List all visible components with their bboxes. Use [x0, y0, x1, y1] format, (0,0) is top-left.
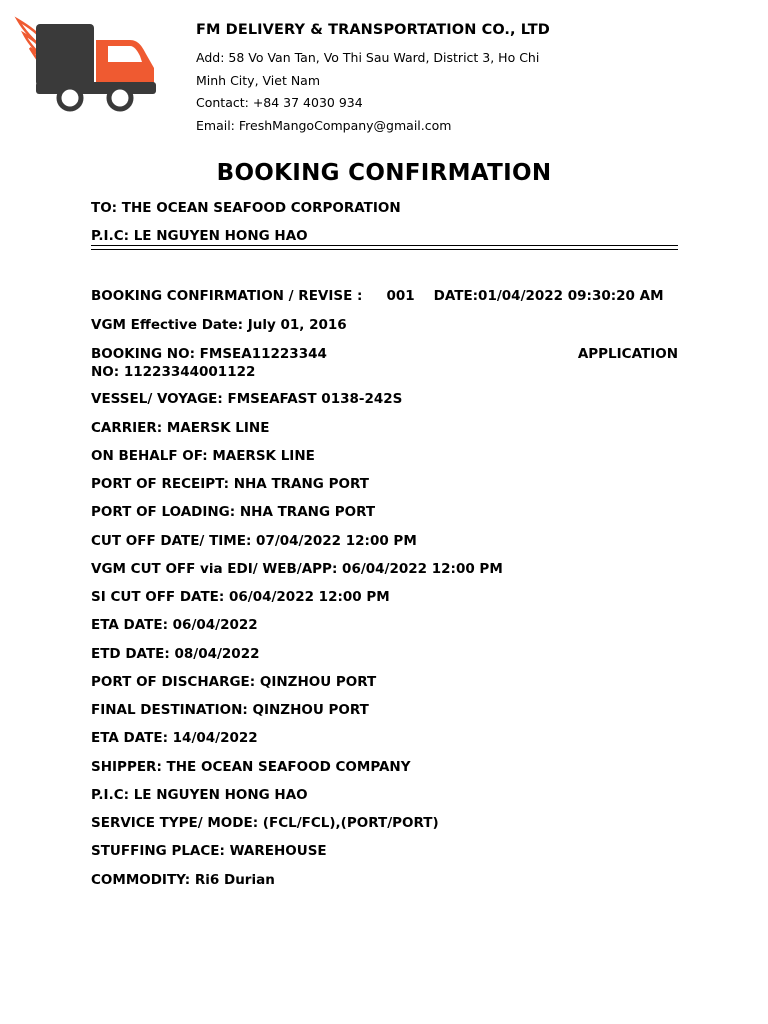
revise-label: BOOKING CONFIRMATION / REVISE : [91, 288, 363, 304]
company-contact: Contact: +84 37 4030 934 [196, 95, 363, 110]
field-eta-date: ETA DATE: 06/04/2022 [91, 617, 258, 634]
person-in-charge: P.I.C: LE NGUYEN HONG HAO [91, 228, 308, 244]
booking-number: BOOKING NO: FMSEA11223344 [91, 346, 327, 362]
field-on-behalf-of: ON BEHALF OF: MAERSK LINE [91, 447, 315, 464]
company-details [196, 47, 616, 151]
recipient: TO: THE OCEAN SEAFOOD CORPORATION [91, 200, 401, 216]
field-port-of-receipt: PORT OF RECEIPT: NHA TRANG PORT [91, 476, 369, 492]
delivery-truck-icon [14, 16, 162, 116]
revise-date: DATE:01/04/2022 09:30:20 AM [433, 288, 664, 304]
revise-number: 001 [386, 288, 415, 304]
field-cut-off-date: CUT OFF DATE/ TIME: 07/04/2022 12:00 PM [91, 532, 417, 549]
field-shipper-pic: P.I.C: LE NGUYEN HONG HAO [91, 786, 308, 803]
company-name: FM DELIVERY & TRANSPORTATION CO., LTD [196, 22, 550, 38]
divider [91, 245, 678, 246]
field-final-destination: FINAL DESTINATION: QINZHOU PORT [91, 702, 369, 718]
field-stuffing-place: STUFFING PLACE: WAREHOUSE [91, 843, 327, 860]
company-header [196, 22, 616, 151]
company-address-cont: Minh City, Viet Nam [196, 72, 321, 88]
field-si-cut-off: SI CUT OFF DATE: 06/04/2022 12:00 PM [91, 589, 390, 605]
application-label: APPLICATION [577, 346, 678, 362]
company-address: Add: 58 Vo Van Tan, Vo Thi Sau Ward, District 3, Ho Chi [196, 50, 540, 65]
divider [91, 249, 678, 250]
application-number: NO: 11223344001122 [91, 364, 256, 380]
field-port-of-loading: PORT OF LOADING: NHA TRANG PORT [91, 504, 376, 521]
company-email: Email: FreshMangoCompany@gmail.com [196, 117, 452, 133]
field-port-of-discharge: PORT OF DISCHARGE: QINZHOU PORT [91, 673, 377, 690]
revise-row [91, 288, 678, 304]
field-eta-date-final: ETA DATE: 14/04/2022 [91, 730, 258, 747]
document-title: BOOKING CONFIRMATION [216, 160, 552, 186]
field-carrier: CARRIER: MAERSK LINE [91, 419, 270, 436]
booking-block [91, 345, 678, 381]
vgm-effective-date: VGM Effective Date: July 01, 2016 [91, 317, 347, 333]
field-vgm-cut-off: VGM CUT OFF via EDI/ WEB/APP: 06/04/2022 12:00 PM [91, 560, 503, 577]
field-shipper: SHIPPER: THE OCEAN SEAFOOD COMPANY [91, 758, 411, 775]
field-vessel-voyage: VESSEL/ VOYAGE: FMSEAFAST 0138-242S [91, 391, 403, 407]
field-commodity: COMMODITY: Ri6 Durian [91, 871, 275, 888]
field-service-type: SERVICE TYPE/ MODE: (FCL/FCL),(PORT/PORT) [91, 815, 439, 831]
field-etd-date: ETD DATE: 08/04/2022 [91, 645, 260, 662]
